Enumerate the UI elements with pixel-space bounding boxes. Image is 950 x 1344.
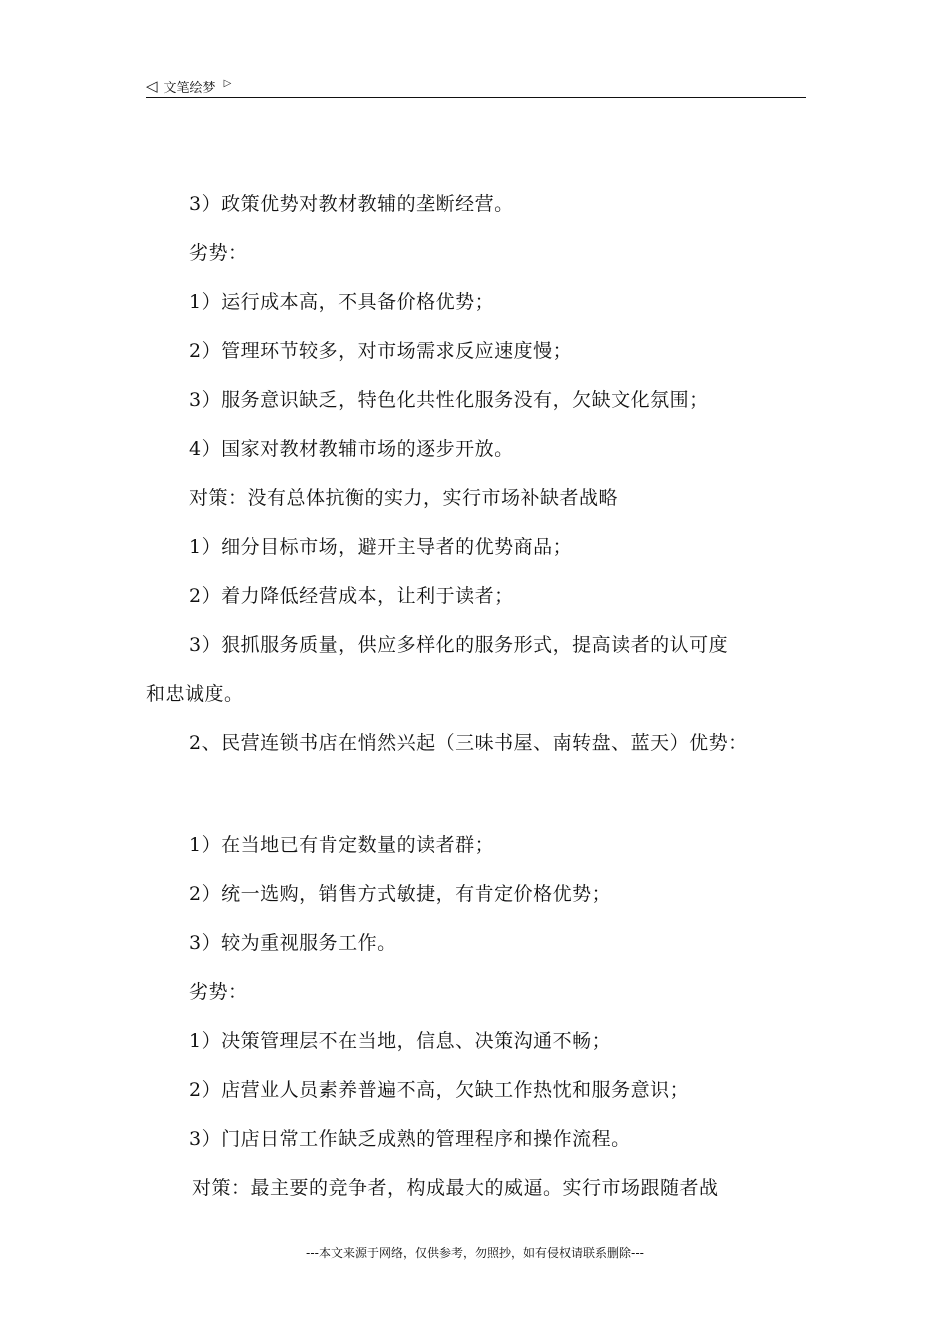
paragraph: 2）统一选购，销售方式敏捷，有肯定价格优势；	[189, 883, 612, 905]
left-triangle-icon: ◁	[146, 77, 158, 95]
paragraph: 3）政策优势对教材教辅的垄断经营。	[189, 193, 514, 215]
blank-line	[146, 768, 812, 821]
paragraph: 2）着力降低经营成本，让利于读者；	[189, 585, 514, 607]
document-body	[146, 180, 812, 1213]
page-header	[146, 76, 231, 96]
header-divider	[146, 97, 806, 98]
paragraph: 2）店营业人员素养普遍不高，欠缺工作热忱和服务意识；	[189, 1079, 690, 1101]
paragraph: 3）狠抓服务质量，供应多样化的服务形式，提高读者的认可度	[189, 634, 729, 656]
paragraph-continuation: 和忠诚度。	[146, 683, 244, 705]
paragraph: 3）较为重视服务工作。	[189, 932, 397, 954]
footer-notice: ---本文来源于网络，仅供参考，勿照抄，如有侵权请联系删除---	[306, 1246, 644, 1260]
paragraph: 2）管理环节较多，对市场需求反应速度慢；	[189, 340, 573, 362]
section-heading: 2、民营连锁书店在悄然兴起（三味书屋、南转盘、蓝天）优势：	[189, 732, 748, 754]
paragraph: 3）门店日常工作缺乏成熟的管理程序和操作流程。	[189, 1128, 631, 1150]
paragraph: 劣势：	[189, 242, 248, 264]
paragraph: 4）国家对教材教辅市场的逐步开放。	[189, 438, 514, 460]
header-title: 文笔绘梦	[163, 80, 216, 96]
paragraph: 对策：没有总体抗衡的实力，实行市场补缺者战略	[189, 487, 619, 509]
paragraph: 对策：最主要的竞争者，构成最大的威逼。实行市场跟随者战	[192, 1177, 719, 1199]
paragraph: 1）细分目标市场，避开主导者的优势商品；	[189, 536, 573, 558]
paragraph: 1）在当地已有肯定数量的读者群；	[189, 834, 495, 856]
paragraph: 1）运行成本高，不具备价格优势；	[189, 291, 495, 313]
paragraph: 劣势：	[189, 981, 248, 1003]
paragraph: 1）决策管理层不在当地，信息、决策沟通不畅；	[189, 1030, 612, 1052]
paragraph: 3）服务意识缺乏，特色化共性化服务没有，欠缺文化氛围；	[189, 389, 709, 411]
right-triangle-icon: ▷	[223, 77, 232, 89]
